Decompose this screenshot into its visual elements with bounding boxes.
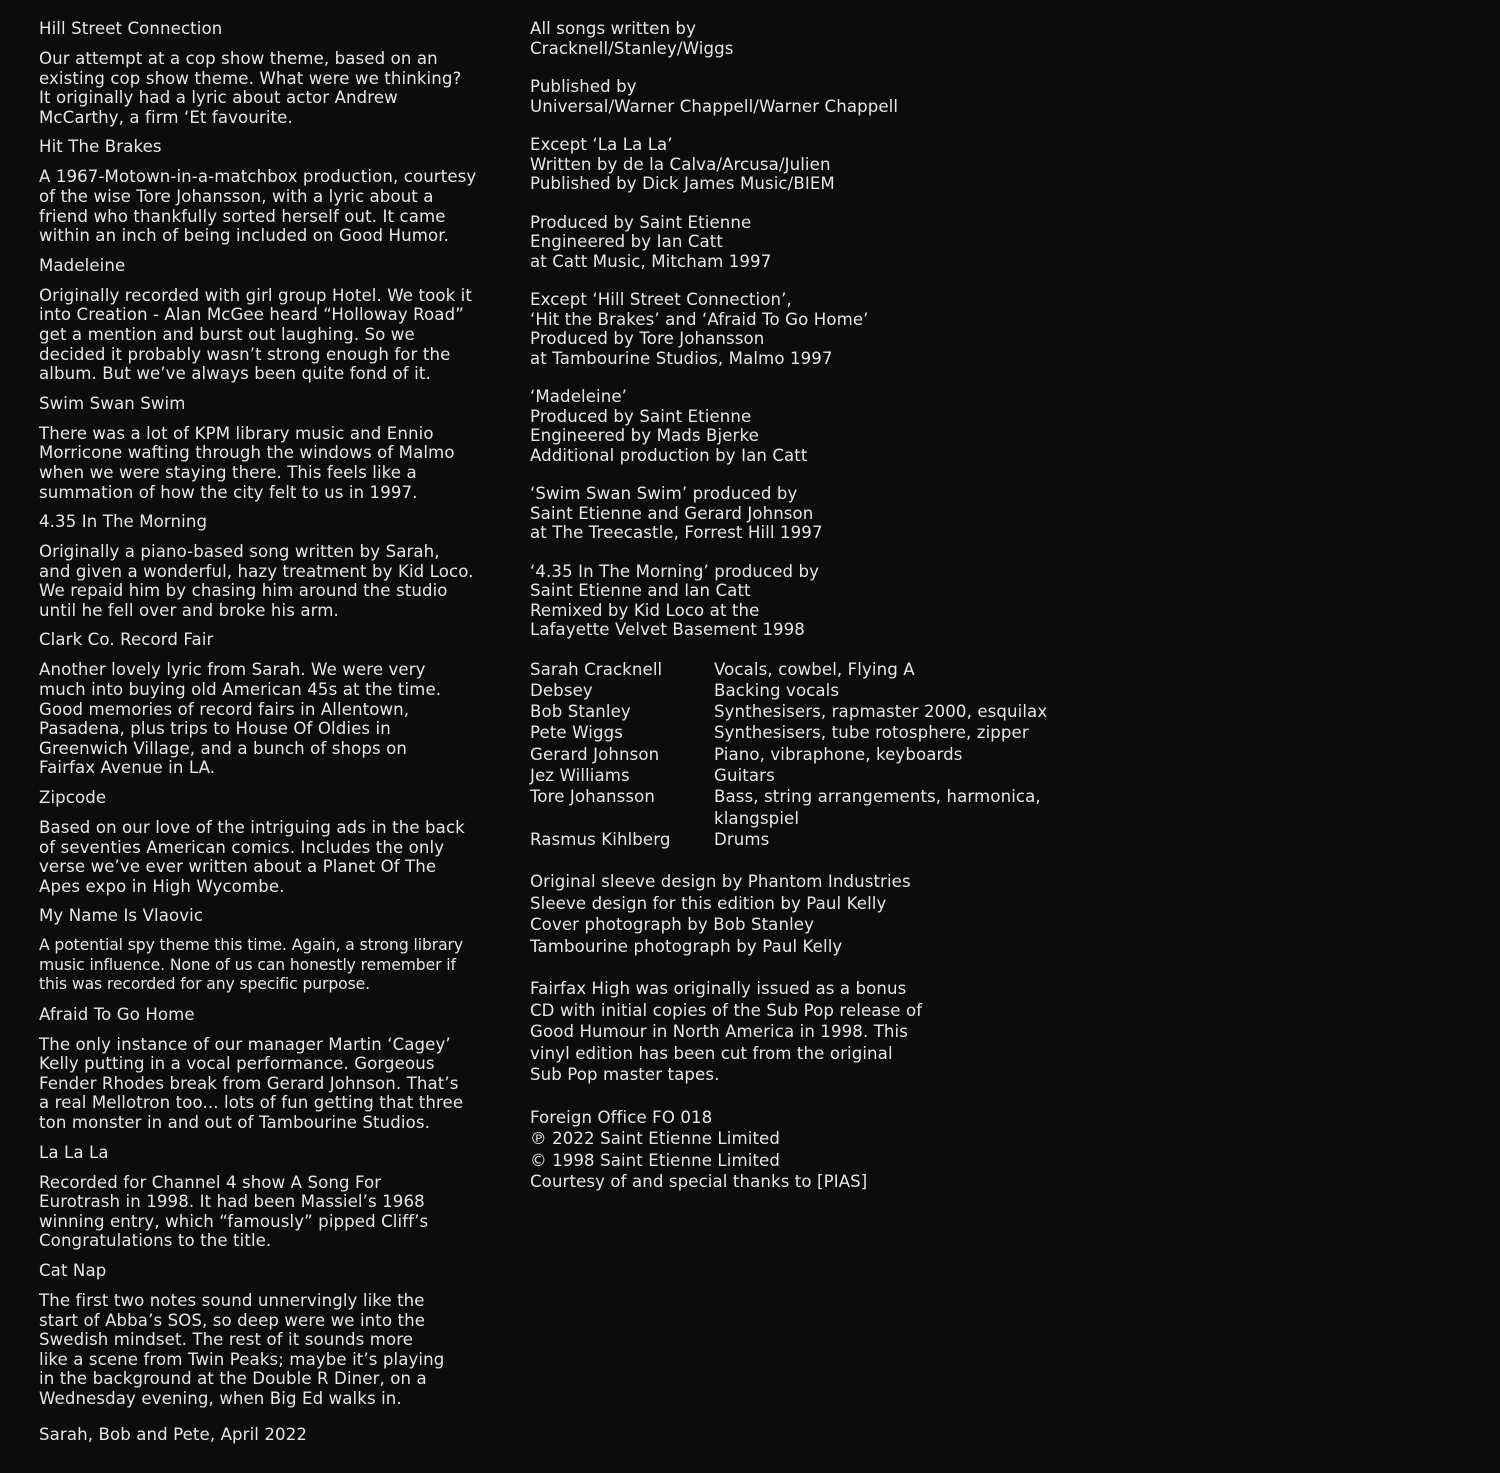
track-description bbox=[39, 1173, 509, 1251]
text-line: winning entry, which “famously” pipped Cliff’s bbox=[39, 1211, 429, 1231]
personnel-role: Drums bbox=[714, 829, 770, 849]
text-line: © 1998 Saint Etienne Limited bbox=[530, 1150, 780, 1170]
credit-line: at The Treecastle, Forrest Hill 1997 bbox=[530, 523, 823, 542]
credits-list bbox=[530, 19, 1090, 640]
text-line: It originally had a lyric about actor Andrew bbox=[39, 88, 398, 108]
track-note bbox=[39, 788, 509, 896]
track-title: Afraid To Go Home bbox=[39, 1004, 195, 1024]
release-note bbox=[530, 978, 1090, 1086]
track-title: La La La bbox=[39, 1142, 109, 1162]
text-line: friend who thankfully sorted herself out. It came bbox=[39, 206, 446, 226]
track-description bbox=[39, 660, 509, 778]
credit-line: at Catt Music, Mitcham 1997 bbox=[530, 251, 772, 271]
text-line: summation of how the city felt to us in 1997. bbox=[39, 482, 418, 502]
text-line: vinyl edition has been cut from the original bbox=[530, 1043, 893, 1063]
personnel-row bbox=[530, 786, 1090, 829]
text-line: decided it probably wasn’t strong enough for the bbox=[39, 344, 451, 364]
track-description bbox=[39, 818, 509, 896]
track-note bbox=[39, 394, 509, 502]
track-note bbox=[39, 630, 509, 778]
credit-line: ‘Hit the Brakes’ and ‘Afraid To Go Home’ bbox=[530, 309, 869, 329]
personnel-row bbox=[530, 722, 1090, 743]
text-line: get a mention and burst out laughing. So we bbox=[39, 324, 415, 344]
credit-group bbox=[530, 484, 1090, 543]
credit-line: Engineered by Ian Catt bbox=[530, 232, 724, 251]
personnel-role: Backing vocals bbox=[714, 680, 840, 700]
personnel-name: Pete Wiggs bbox=[530, 723, 623, 743]
text-line: Originally a piano-based song written by Sarah, bbox=[39, 542, 440, 562]
text-line: Good memories of record fairs in Allentown, bbox=[39, 699, 410, 719]
text-line: Swedish mindset. The rest of it sounds more bbox=[39, 1330, 414, 1350]
text-line: Pasadena, plus trips to House Of Oldies in bbox=[39, 719, 391, 739]
credit-line: All songs written by bbox=[530, 19, 696, 38]
track-note bbox=[39, 1261, 509, 1409]
text-line: verse we’ve ever written about a Planet Of The bbox=[39, 857, 437, 877]
credit-line: Saint Etienne and Ian Catt bbox=[530, 581, 751, 600]
personnel-role: Synthesisers, tube rotosphere, zipper bbox=[714, 723, 1029, 743]
personnel-row bbox=[530, 744, 1090, 765]
text-line: album. But we’ve always been quite fond of it. bbox=[39, 364, 431, 384]
track-note bbox=[39, 512, 509, 620]
track-description bbox=[39, 542, 509, 620]
text-line: Recorded for Channel 4 show A Song For bbox=[39, 1172, 382, 1192]
personnel-row bbox=[530, 701, 1090, 722]
credit-group bbox=[530, 562, 1090, 640]
personnel-list bbox=[530, 659, 1090, 851]
track-note bbox=[39, 19, 509, 127]
personnel-role: Vocals, cowbel, Flying A bbox=[714, 659, 915, 679]
text-line: The only instance of our manager Martin ‘Cagey’ bbox=[39, 1034, 451, 1054]
track-note bbox=[39, 1143, 509, 1251]
design-credits bbox=[530, 871, 1090, 957]
text-line: Sleeve design for this edition by Paul Kelly bbox=[530, 893, 887, 913]
text-line: The first two notes sound unnervingly like the bbox=[39, 1290, 425, 1310]
text-line: start of Abba’s SOS, so deep were we into the bbox=[39, 1310, 426, 1330]
text-line: Good Humour in North America in 1998. This bbox=[530, 1022, 908, 1042]
liner-notes-column bbox=[39, 19, 509, 1445]
text-line: in the background at the Double R Diner, on a bbox=[39, 1369, 427, 1389]
legal-info bbox=[530, 1107, 1090, 1193]
credit-group bbox=[530, 290, 1090, 368]
text-line: Sub Pop master tapes. bbox=[530, 1065, 720, 1085]
credit-line: Written by de la Calva/Arcusa/Julien bbox=[530, 154, 831, 174]
track-notes-list bbox=[39, 19, 509, 1409]
text-line: Congratulations to the title. bbox=[39, 1231, 272, 1251]
personnel-role: Bass, string arrangements, harmonica, klangspiel bbox=[714, 787, 1041, 828]
credits-column bbox=[530, 19, 1090, 1214]
text-line: Our attempt at a cop show theme, based on an bbox=[39, 49, 438, 68]
track-description bbox=[39, 49, 509, 127]
text-line: Foreign Office FO 018 bbox=[530, 1107, 713, 1127]
track-title: My Name Is Vlaovic bbox=[39, 906, 204, 926]
personnel-name: Sarah Cracknell bbox=[530, 659, 663, 679]
text-line: McCarthy, a firm ‘Et favourite. bbox=[39, 107, 293, 127]
track-description bbox=[39, 286, 509, 384]
credit-line: ‘Swim Swan Swim’ produced by bbox=[530, 484, 798, 503]
credit-line: Except ‘La La La’ bbox=[530, 135, 673, 154]
credit-line: Published by Dick James Music/BIEM bbox=[530, 174, 835, 193]
personnel-name: Debsey bbox=[530, 680, 593, 700]
track-note bbox=[39, 137, 509, 245]
track-description bbox=[39, 1291, 509, 1409]
credit-line: Produced by Saint Etienne bbox=[530, 212, 752, 232]
text-line: A potential spy theme this time. Again, a strong library bbox=[39, 936, 463, 955]
text-line: of seventies American comics. Includes the only bbox=[39, 837, 445, 857]
track-description bbox=[39, 936, 509, 994]
text-line: Based on our love of the intriguing ads in the back bbox=[39, 818, 465, 838]
track-title: Zipcode bbox=[39, 788, 107, 808]
text-line: Another lovely lyric from Sarah. We were very bbox=[39, 660, 426, 680]
track-title: Hill Street Connection bbox=[39, 19, 223, 38]
personnel-row bbox=[530, 659, 1090, 680]
text-line: music influence. None of us can honestly remember if bbox=[39, 955, 456, 974]
text-line: CD with initial copies of the Sub Pop release of bbox=[530, 1000, 923, 1020]
personnel-name: Bob Stanley bbox=[530, 702, 631, 722]
text-line: Fairfax Avenue in LA. bbox=[39, 758, 216, 778]
credit-line: Published by bbox=[530, 77, 637, 96]
credit-line: ‘Madeleine’ bbox=[530, 387, 628, 406]
track-description bbox=[39, 167, 509, 245]
personnel-role: Piano, vibraphone, keyboards bbox=[714, 744, 963, 764]
personnel-name: Tore Johansson bbox=[530, 787, 656, 807]
text-line: Eurotrash in 1998. It had been Massiel’s 1968 bbox=[39, 1192, 425, 1212]
credit-group bbox=[530, 213, 1090, 272]
credit-line: ‘4.35 In The Morning’ produced by bbox=[530, 561, 820, 581]
credit-line: Cracknell/Stanley/Wiggs bbox=[530, 38, 734, 58]
text-line: ℗ 2022 Saint Etienne Limited bbox=[530, 1129, 780, 1149]
track-note bbox=[39, 1005, 509, 1133]
personnel-name: Rasmus Kihlberg bbox=[530, 829, 671, 849]
track-note bbox=[39, 906, 509, 994]
credit-line: Remixed by Kid Loco at the bbox=[530, 600, 760, 620]
text-line: ton monster in and out of Tambourine Studios. bbox=[39, 1113, 430, 1132]
credit-group bbox=[530, 135, 1090, 194]
text-line: Wednesday evening, when Big Ed walks in. bbox=[39, 1388, 402, 1408]
text-line: Courtesy of and special thanks to [PIAS] bbox=[530, 1172, 868, 1192]
track-title: 4.35 In The Morning bbox=[39, 512, 208, 532]
personnel-row bbox=[530, 680, 1090, 701]
track-title: Hit The Brakes bbox=[39, 137, 162, 157]
credit-line: Saint Etienne and Gerard Johnson bbox=[530, 503, 814, 523]
signoff: Sarah, Bob and Pete, April 2022 bbox=[39, 1424, 308, 1444]
text-line: Apes expo in High Wycombe. bbox=[39, 876, 285, 896]
credit-line: at Tambourine Studios, Malmo 1997 bbox=[530, 348, 833, 368]
personnel-name: Gerard Johnson bbox=[530, 744, 660, 764]
text-line: until he fell over and broke his arm. bbox=[39, 600, 339, 620]
text-line: like a scene from Twin Peaks; maybe it’s playing bbox=[39, 1349, 445, 1369]
credit-group bbox=[530, 19, 1090, 58]
track-description bbox=[39, 424, 509, 502]
personnel-name: Jez Williams bbox=[530, 765, 630, 785]
text-line: into Creation - Alan McGee heard “Holloway Road” bbox=[39, 305, 464, 325]
text-line: Tambourine photograph by Paul Kelly bbox=[530, 936, 843, 956]
track-title: Cat Nap bbox=[39, 1260, 107, 1280]
personnel-row bbox=[530, 829, 1090, 850]
credit-line: Produced by Tore Johansson bbox=[530, 329, 765, 348]
credit-line: Produced by Saint Etienne bbox=[530, 406, 752, 426]
credit-line: Except ‘Hill Street Connection’, bbox=[530, 290, 792, 309]
track-note bbox=[39, 256, 509, 384]
text-line: within an inch of being included on Good Humor. bbox=[39, 226, 449, 246]
credit-group bbox=[530, 77, 1090, 116]
text-line: Original sleeve design by Phantom Industries bbox=[530, 872, 911, 892]
track-title: Clark Co. Record Fair bbox=[39, 630, 214, 650]
credit-line: Engineered by Mads Bjerke bbox=[530, 426, 759, 445]
text-line: Fairfax High was originally issued as a bonus bbox=[530, 979, 907, 999]
text-line: There was a lot of KPM library music and Ennio bbox=[39, 423, 434, 443]
personnel-role: Guitars bbox=[714, 765, 775, 785]
track-description bbox=[39, 1035, 509, 1133]
text-line: A 1967-Motown-in-a-matchbox production, courtesy bbox=[39, 167, 477, 187]
text-line: of the wise Tore Johansson, with a lyric about a bbox=[39, 186, 434, 206]
text-line: We repaid him by chasing him around the studio bbox=[39, 581, 448, 601]
credit-group bbox=[530, 387, 1090, 465]
text-line: and given a wonderful, hazy treatment by Kid Loco. bbox=[39, 561, 474, 581]
personnel-role: Synthesisers, rapmaster 2000, esquilax bbox=[714, 702, 1048, 722]
text-line: existing cop show theme. What were we thinking? bbox=[39, 68, 462, 88]
personnel-row bbox=[530, 765, 1090, 786]
text-line: Morricone wafting through the windows of Malmo bbox=[39, 443, 455, 463]
text-line: this was recorded for any specific purpose. bbox=[39, 975, 370, 994]
credit-line: Universal/Warner Chappell/Warner Chappell bbox=[530, 96, 899, 116]
credit-line: Lafayette Velvet Basement 1998 bbox=[530, 620, 805, 639]
text-line: Kelly putting in a vocal performance. Gorgeous bbox=[39, 1054, 435, 1074]
text-line: Cover photograph by Bob Stanley bbox=[530, 915, 815, 935]
text-line: Fender Rhodes break from Gerard Johnson. That’s bbox=[39, 1073, 459, 1093]
track-title: Madeleine bbox=[39, 255, 126, 275]
track-title: Swim Swan Swim bbox=[39, 393, 186, 413]
credit-line: Additional production by Ian Catt bbox=[530, 445, 808, 465]
text-line: when we were staying there. This feels like a bbox=[39, 462, 417, 482]
text-line: much into buying old American 45s at the time. bbox=[39, 680, 442, 700]
text-line: a real Mellotron too... lots of fun getting that three bbox=[39, 1093, 464, 1113]
text-line: Greenwich Village, and a bunch of shops on bbox=[39, 738, 407, 758]
text-line: Originally recorded with girl group Hotel. We took it bbox=[39, 285, 472, 305]
